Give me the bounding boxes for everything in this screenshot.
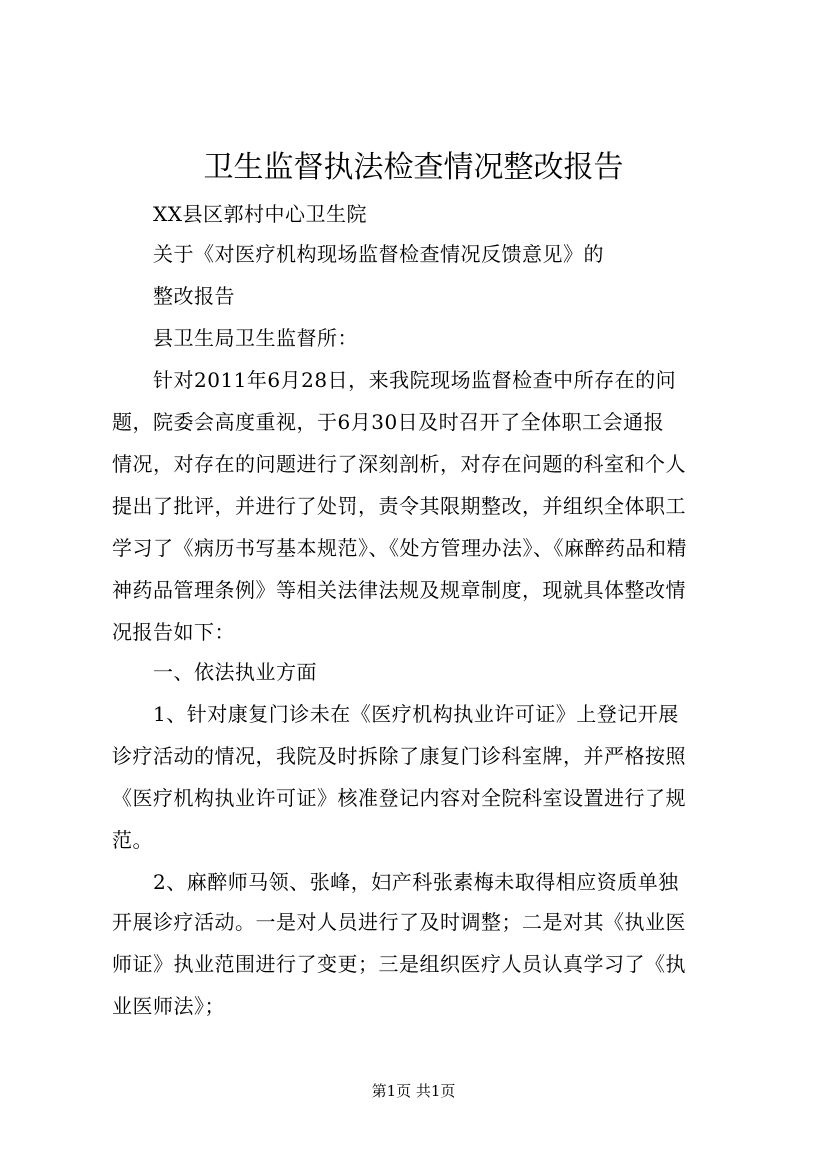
body-line: 况报告如下：	[112, 620, 235, 644]
body-line: 县卫生局卫生监督所：	[112, 326, 358, 350]
body-line: 诊疗活动的情况，我院及时拆除了康复门诊科室牌，并严格按照	[112, 744, 686, 768]
body-line: 业医师法》；	[112, 994, 225, 1018]
body-line: 2、麻醉师马领、张峰，妇产科张素梅未取得相应资质单独	[112, 870, 679, 894]
body-line: 情况，对存在的问题进行了深刻剖析，对存在问题的科室和个人	[112, 452, 686, 476]
document-title: 卫生监督执法检查情况整改报告	[203, 150, 624, 185]
body-line: 范。	[112, 828, 153, 852]
body-line: 学习了《病历书写基本规范》、《处方管理办法》、《麻醉药品和精	[112, 536, 687, 560]
body-line: 关于《对医疗机构现场监督检查情况反馈意见》的	[112, 242, 604, 266]
section-heading: 一、依法执业方面	[112, 660, 317, 684]
body-line: 提出了批评，并进行了处罚，责令其限期整改，并组织全体职工	[112, 494, 686, 518]
body-line: 整改报告	[112, 284, 235, 308]
page-footer: 第1页 共1页	[371, 1082, 456, 1100]
body-line: 1、针对康复门诊未在《医疗机构执业许可证》上登记开展	[112, 702, 679, 726]
body-line: 开展诊疗活动。一是对人员进行了及时调整；二是对其《执业医	[112, 910, 686, 934]
body-line: 师证》执业范围进行了变更；三是组织医疗人员认真学习了《执	[112, 952, 686, 976]
body-line: XX县区郭村中心卫生院	[112, 202, 367, 226]
body-line: 题，院委会高度重视，于6月30日及时召开了全体职工会通报	[112, 410, 665, 434]
body-line: 针对2011年6月28日，来我院现场监督检查中所存在的问	[112, 368, 677, 392]
body-line: 神药品管理条例》等相关法律法规及规章制度，现就具体整改情	[112, 578, 686, 602]
body-line: 《医疗机构执业许可证》核准登记内容对全院科室设置进行了规	[112, 786, 686, 810]
